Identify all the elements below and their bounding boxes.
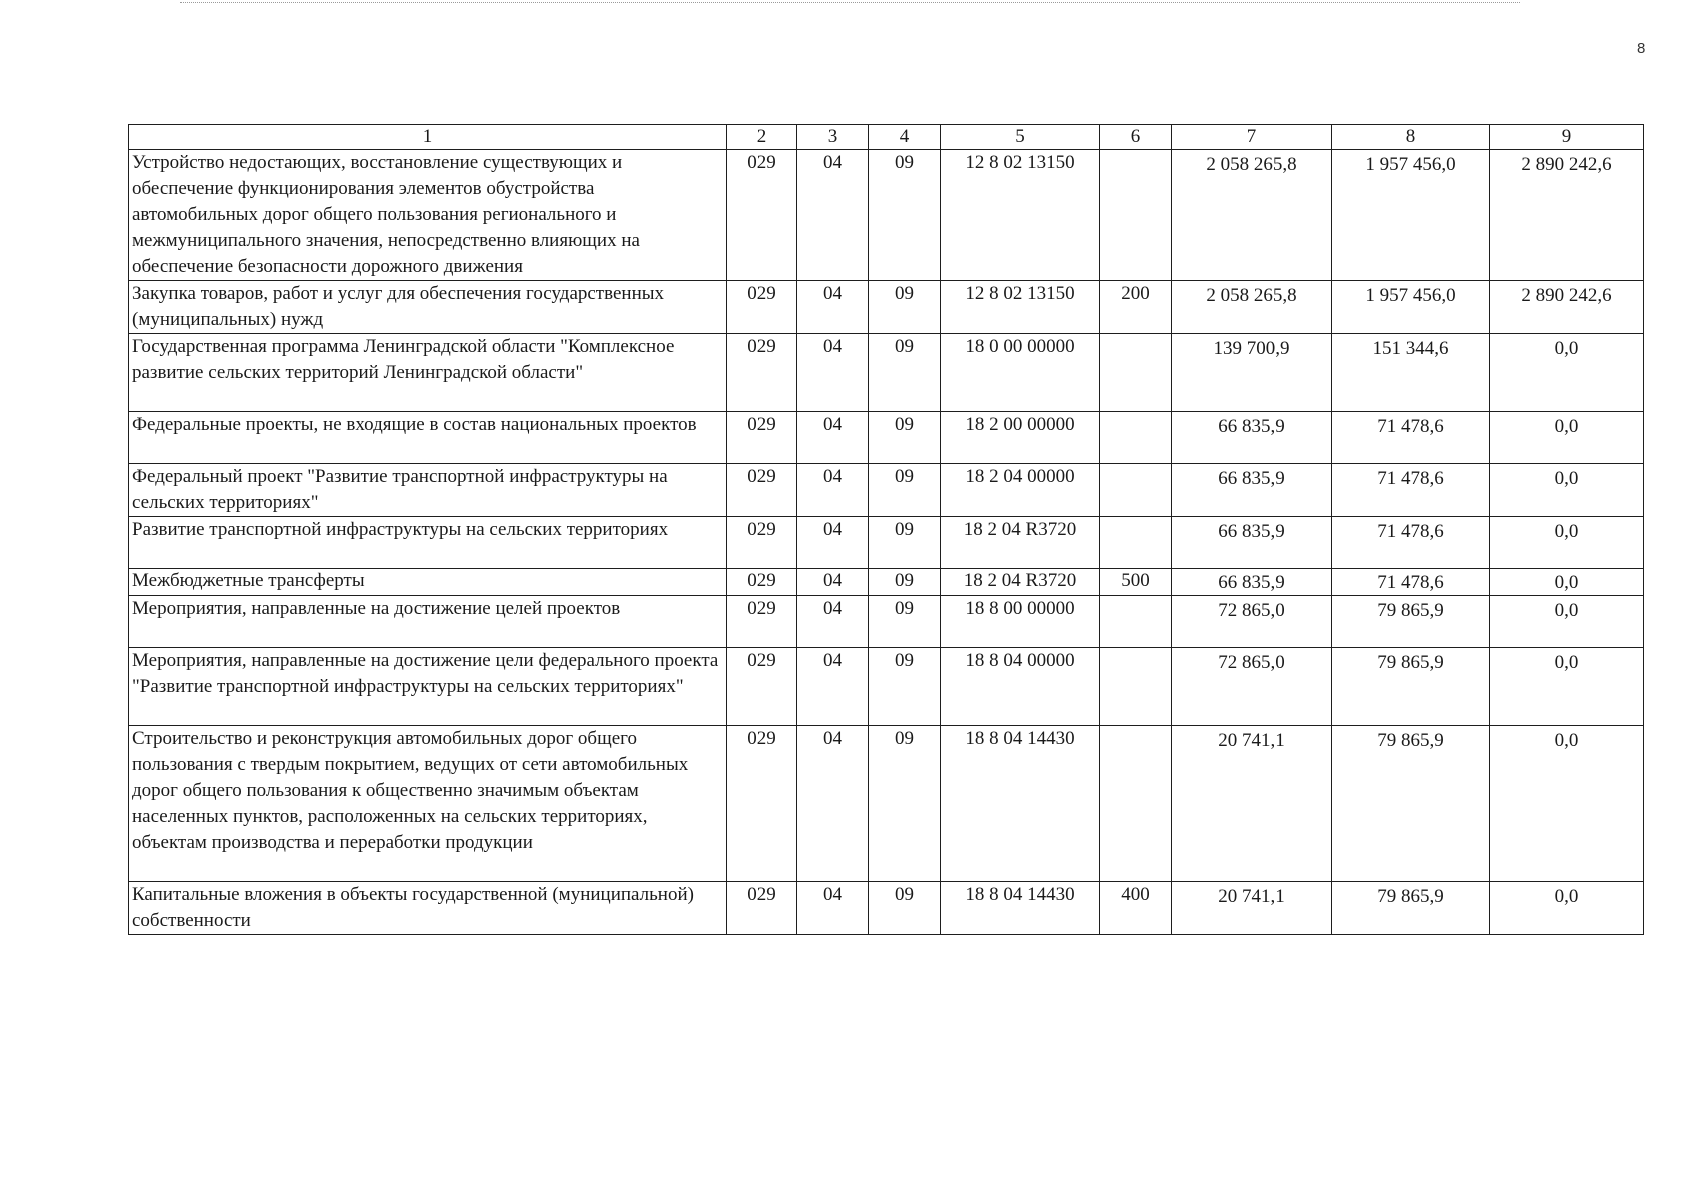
row-name: Устройство недостающих, восстановление существующих и обеспечение функционирования элементов обустройства автомобильных дорог общего пользования регионального и межмуниципального значения, непосредственно влияющих на обеспечение безопасности дорожного движения bbox=[129, 150, 727, 281]
cell-c6 bbox=[1100, 648, 1172, 726]
cell-c7 bbox=[1172, 882, 1332, 935]
cell-c3: 04 bbox=[797, 882, 869, 935]
cell-c8 bbox=[1332, 596, 1490, 648]
cell-c8 bbox=[1332, 648, 1490, 726]
value-c9: 0,0 bbox=[1554, 338, 1579, 359]
table-row bbox=[129, 281, 1644, 334]
cell-c5: 12 8 02 13150 bbox=[941, 150, 1100, 281]
row-name: Межбюджетные трансферты bbox=[129, 569, 727, 596]
value-c7: 2 058 265,8 bbox=[1206, 154, 1297, 175]
cell-c2: 029 bbox=[727, 726, 797, 882]
cell-c3: 04 bbox=[797, 150, 869, 281]
column-header: 5 bbox=[941, 125, 1100, 150]
value-c8: 71 478,6 bbox=[1377, 572, 1444, 593]
cell-c3: 04 bbox=[797, 281, 869, 334]
cell-c8 bbox=[1332, 334, 1490, 412]
value-c7: 66 835,9 bbox=[1218, 416, 1285, 437]
cell-c8 bbox=[1332, 412, 1490, 464]
cell-c9 bbox=[1490, 596, 1644, 648]
value-c7: 72 865,0 bbox=[1218, 600, 1285, 621]
cell-c6: 500 bbox=[1100, 569, 1172, 596]
cell-c5: 12 8 02 13150 bbox=[941, 281, 1100, 334]
value-c8: 1 957 456,0 bbox=[1365, 285, 1456, 306]
cell-c5: 18 0 00 00000 bbox=[941, 334, 1100, 412]
cell-c4: 09 bbox=[869, 596, 941, 648]
cell-c5: 18 2 04 R3720 bbox=[941, 517, 1100, 569]
row-name: Федеральные проекты, не входящие в состав национальных проектов bbox=[129, 412, 727, 464]
cell-c4: 09 bbox=[869, 464, 941, 517]
cell-c8 bbox=[1332, 150, 1490, 281]
value-c7: 2 058 265,8 bbox=[1206, 285, 1297, 306]
table-row bbox=[129, 464, 1644, 517]
value-c8: 151 344,6 bbox=[1372, 338, 1449, 359]
cell-c4: 09 bbox=[869, 882, 941, 935]
cell-c5: 18 8 04 14430 bbox=[941, 726, 1100, 882]
cell-c9 bbox=[1490, 334, 1644, 412]
cell-c8 bbox=[1332, 517, 1490, 569]
cell-c7 bbox=[1172, 648, 1332, 726]
cell-c7 bbox=[1172, 281, 1332, 334]
cell-c5: 18 2 04 00000 bbox=[941, 464, 1100, 517]
cell-c6 bbox=[1100, 412, 1172, 464]
table-row bbox=[129, 882, 1644, 935]
budget-table bbox=[128, 124, 1644, 935]
value-c9: 0,0 bbox=[1554, 468, 1579, 489]
row-name: Развитие транспортной инфраструктуры на сельских территориях bbox=[129, 517, 727, 569]
value-c7: 66 835,9 bbox=[1218, 468, 1285, 489]
cell-c9 bbox=[1490, 882, 1644, 935]
cell-c9 bbox=[1490, 412, 1644, 464]
cell-c7 bbox=[1172, 412, 1332, 464]
page-number: 8 bbox=[1637, 40, 1646, 57]
value-c8: 1 957 456,0 bbox=[1365, 154, 1456, 175]
column-header: 7 bbox=[1172, 125, 1332, 150]
cell-c9 bbox=[1490, 464, 1644, 517]
cell-c2: 029 bbox=[727, 569, 797, 596]
table-row bbox=[129, 596, 1644, 648]
table-row bbox=[129, 517, 1644, 569]
cell-c7 bbox=[1172, 569, 1332, 596]
column-header: 8 bbox=[1332, 125, 1490, 150]
table-row bbox=[129, 412, 1644, 464]
cell-c3: 04 bbox=[797, 334, 869, 412]
cell-c4: 09 bbox=[869, 150, 941, 281]
value-c9: 0,0 bbox=[1554, 730, 1579, 751]
cell-c2: 029 bbox=[727, 150, 797, 281]
cell-c9 bbox=[1490, 569, 1644, 596]
cell-c3: 04 bbox=[797, 596, 869, 648]
cell-c6 bbox=[1100, 517, 1172, 569]
row-name: Закупка товаров, работ и услуг для обеспечения государственных (муниципальных) нужд bbox=[129, 281, 727, 334]
cell-c2: 029 bbox=[727, 648, 797, 726]
cell-c5: 18 8 04 00000 bbox=[941, 648, 1100, 726]
cell-c2: 029 bbox=[727, 882, 797, 935]
value-c8: 79 865,9 bbox=[1377, 730, 1444, 751]
table-row bbox=[129, 648, 1644, 726]
value-c8: 79 865,9 bbox=[1377, 600, 1444, 621]
value-c9: 0,0 bbox=[1554, 600, 1579, 621]
row-name: Государственная программа Ленинградской области "Комплексное развитие сельских территорий Ленинградской области" bbox=[129, 334, 727, 412]
cell-c4: 09 bbox=[869, 569, 941, 596]
value-c9: 0,0 bbox=[1554, 652, 1579, 673]
cell-c6 bbox=[1100, 464, 1172, 517]
cell-c4: 09 bbox=[869, 412, 941, 464]
cell-c4: 09 bbox=[869, 648, 941, 726]
cell-c3: 04 bbox=[797, 464, 869, 517]
table-row bbox=[129, 334, 1644, 412]
cell-c3: 04 bbox=[797, 648, 869, 726]
cell-c6 bbox=[1100, 596, 1172, 648]
cell-c3: 04 bbox=[797, 569, 869, 596]
value-c8: 71 478,6 bbox=[1377, 416, 1444, 437]
cell-c2: 029 bbox=[727, 334, 797, 412]
row-name: Строительство и реконструкция автомобильных дорог общего пользования с твердым покрытием, ведущих от сети автомобильных дорог общего пользования к общественно значимым объектам населенных пунктов, расположенных на сельских территориях, объектам производства и переработки продукции bbox=[129, 726, 727, 882]
value-c7: 139 700,9 bbox=[1213, 338, 1290, 359]
row-name: Мероприятия, направленные на достижение целей проектов bbox=[129, 596, 727, 648]
cell-c4: 09 bbox=[869, 334, 941, 412]
cell-c9 bbox=[1490, 517, 1644, 569]
column-header: 4 bbox=[869, 125, 941, 150]
cell-c6 bbox=[1100, 726, 1172, 882]
table-row bbox=[129, 150, 1644, 281]
column-header: 1 bbox=[129, 125, 727, 150]
cell-c3: 04 bbox=[797, 726, 869, 882]
cell-c8 bbox=[1332, 569, 1490, 596]
cell-c7 bbox=[1172, 464, 1332, 517]
row-name: Федеральный проект "Развитие транспортной инфраструктуры на сельских территориях" bbox=[129, 464, 727, 517]
value-c8: 71 478,6 bbox=[1377, 521, 1444, 542]
cell-c3: 04 bbox=[797, 517, 869, 569]
column-header: 9 bbox=[1490, 125, 1644, 150]
cell-c7 bbox=[1172, 596, 1332, 648]
cell-c9 bbox=[1490, 726, 1644, 882]
cell-c9 bbox=[1490, 648, 1644, 726]
cell-c7 bbox=[1172, 517, 1332, 569]
row-name: Мероприятия, направленные на достижение цели федерального проекта "Развитие транспортной инфраструктуры на сельских территориях" bbox=[129, 648, 727, 726]
cell-c2: 029 bbox=[727, 464, 797, 517]
cell-c2: 029 bbox=[727, 517, 797, 569]
value-c9: 0,0 bbox=[1554, 886, 1579, 907]
cell-c9 bbox=[1490, 150, 1644, 281]
cell-c8 bbox=[1332, 882, 1490, 935]
value-c8: 71 478,6 bbox=[1377, 468, 1444, 489]
value-c7: 20 741,1 bbox=[1218, 886, 1285, 907]
cell-c6 bbox=[1100, 334, 1172, 412]
cell-c6: 200 bbox=[1100, 281, 1172, 334]
cell-c4: 09 bbox=[869, 517, 941, 569]
value-c9: 2 890 242,6 bbox=[1521, 285, 1612, 306]
value-c7: 20 741,1 bbox=[1218, 730, 1285, 751]
cell-c3: 04 bbox=[797, 412, 869, 464]
cell-c6 bbox=[1100, 150, 1172, 281]
value-c9: 0,0 bbox=[1554, 416, 1579, 437]
cell-c5: 18 2 04 R3720 bbox=[941, 569, 1100, 596]
value-c7: 66 835,9 bbox=[1218, 572, 1285, 593]
column-number-row bbox=[129, 125, 1644, 150]
cell-c8 bbox=[1332, 281, 1490, 334]
column-header: 6 bbox=[1100, 125, 1172, 150]
cell-c6: 400 bbox=[1100, 882, 1172, 935]
cell-c5: 18 2 00 00000 bbox=[941, 412, 1100, 464]
table-row bbox=[129, 726, 1644, 882]
column-header: 3 bbox=[797, 125, 869, 150]
table-row bbox=[129, 569, 1644, 596]
cell-c7 bbox=[1172, 726, 1332, 882]
top-scan-edge bbox=[180, 2, 1520, 3]
cell-c4: 09 bbox=[869, 281, 941, 334]
value-c9: 0,0 bbox=[1554, 521, 1579, 542]
row-name: Капитальные вложения в объекты государственной (муниципальной) собственности bbox=[129, 882, 727, 935]
cell-c2: 029 bbox=[727, 596, 797, 648]
cell-c5: 18 8 00 00000 bbox=[941, 596, 1100, 648]
cell-c5: 18 8 04 14430 bbox=[941, 882, 1100, 935]
cell-c8 bbox=[1332, 464, 1490, 517]
value-c9: 0,0 bbox=[1554, 572, 1579, 593]
cell-c7 bbox=[1172, 150, 1332, 281]
cell-c2: 029 bbox=[727, 281, 797, 334]
cell-c8 bbox=[1332, 726, 1490, 882]
cell-c2: 029 bbox=[727, 412, 797, 464]
value-c9: 2 890 242,6 bbox=[1521, 154, 1612, 175]
value-c8: 79 865,9 bbox=[1377, 652, 1444, 673]
value-c7: 66 835,9 bbox=[1218, 521, 1285, 542]
column-header: 2 bbox=[727, 125, 797, 150]
value-c7: 72 865,0 bbox=[1218, 652, 1285, 673]
cell-c4: 09 bbox=[869, 726, 941, 882]
cell-c7 bbox=[1172, 334, 1332, 412]
cell-c9 bbox=[1490, 281, 1644, 334]
value-c8: 79 865,9 bbox=[1377, 886, 1444, 907]
